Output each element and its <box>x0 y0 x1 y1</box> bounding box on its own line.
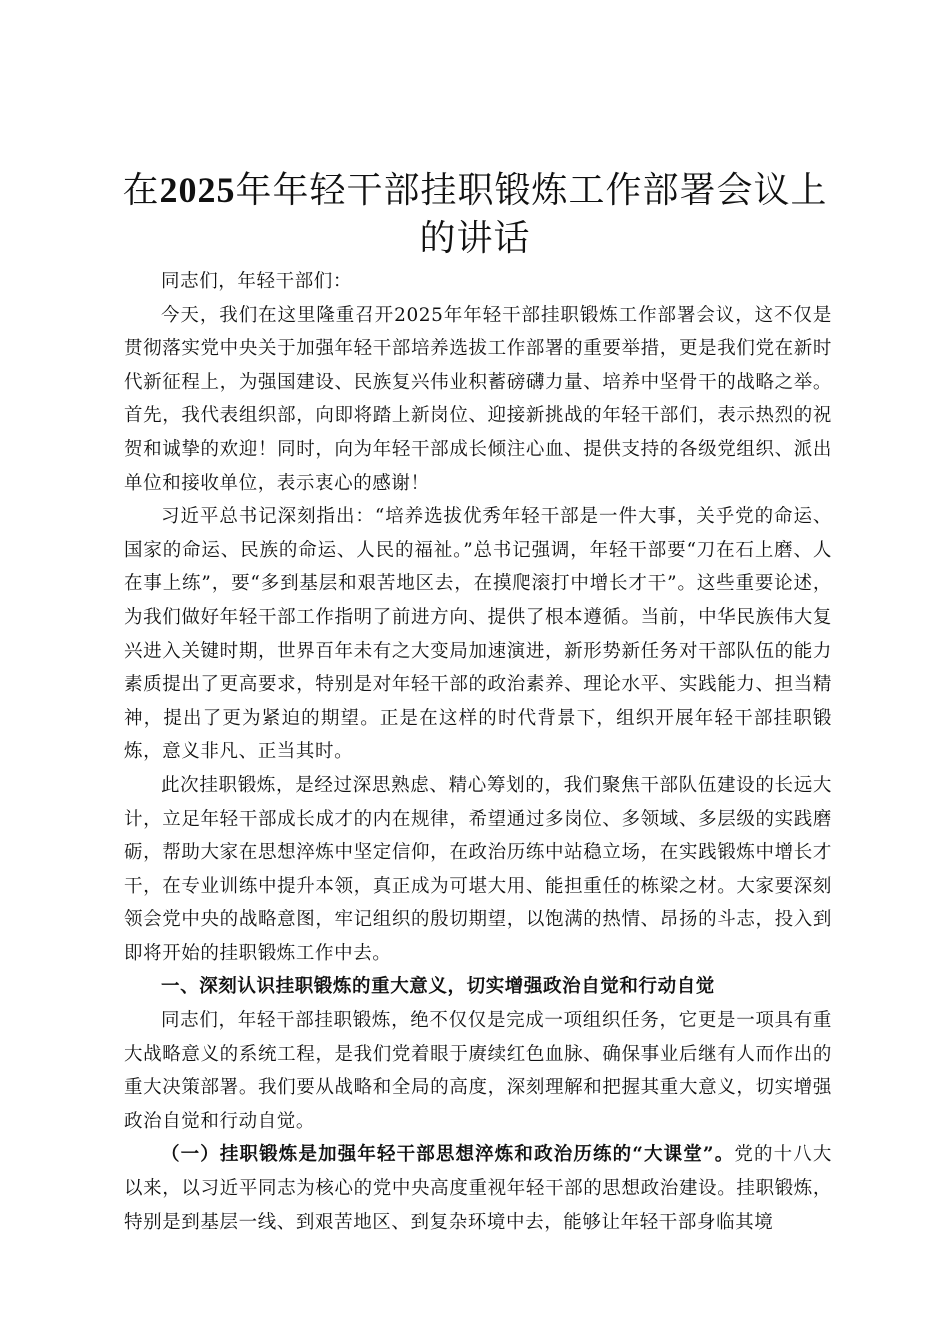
title-line2: 的讲话 <box>419 218 531 259</box>
paragraph-section1: 同志们，年轻干部挂职锻炼，绝不仅仅是完成一项组织任务，它更是一项具有重大战略意义的系统工程，是我们党着眼于赓续红色血脉、确保事业后继有人而作出的重大决策部署。我们要从战略和全局的高度，深刻理解和把握其重大意义，切实增强政治自觉和行动自觉。 <box>124 1010 832 1132</box>
title-line1-rest: 年年轻干部挂职锻炼工作部署会议上 <box>235 170 828 211</box>
document-title <box>120 166 830 263</box>
subsection-lead-1: （一）挂职锻炼是加强年轻干部思想淬炼和政治历练的“大课堂”。 <box>161 1144 735 1166</box>
paragraph-quote: 习近平总书记深刻指出：“培养选拔优秀年轻干部是一件大事，关乎党的命运、国家的命运、民族的命运、人民的福祉。”总书记强调，年轻干部要“刀在石上磨、人在事上练”，要“多到基层和艰苦地区去，在摸爬滚打中增长才干”。这些重要论述，为我们做好年轻干部工作指明了前进方向、提供了根本遵循。当前，中华民族伟大复兴进入关键时期，世界百年未有之大变局加速演进，新形势新任务对干部队伍的能力素质提出了更高要求，特别是对年轻干部的政治素养、理论水平、实践能力、担当精神，提出了更为紧迫的期望。正是在这样的时代背景下，组织开展年轻干部挂职锻炼，意义非凡、正当其时。 <box>124 506 832 763</box>
paragraph-opening: 今天，我们在这里隆重召开2025年年轻干部挂职锻炼工作部署会议，这不仅是贯彻落实党中央关于加强年轻干部培养选拔工作部署的重要举措，更是我们党在新时代新征程上，为强国建设、民族复兴伟业积蓄磅礴力量、培养中坚骨干的战略之举。首先，我代表组织部，向即将踏上新岗位、迎接新挑战的年轻干部们，表示热烈的祝贺和诚挚的欢迎！同时，向为年轻干部成长倾注心血、提供支持的各级党组织、派出单位和接收单位，表示衷心的感谢！ <box>124 304 832 494</box>
salutation: 同志们，年轻干部们： <box>161 271 353 292</box>
subsection-text-1: 党的十八大以来，以习近平同志为核心的党中央高度重视年轻干部的思想政治建设。挂职锻炼，特别是到基层一线、到艰苦地区、到复杂环境中去，能够让年轻干部身临其境 <box>124 1144 832 1233</box>
paragraph-subsection1 <box>124 1138 832 1239</box>
section-heading-1: 一、深刻认识挂职锻炼的重大意义，切实增强政治自觉和行动自觉 <box>161 976 715 998</box>
title-year: 2025 <box>159 170 236 210</box>
title-prefix: 在 <box>122 170 160 211</box>
paragraph-purpose: 此次挂职锻炼，是经过深思熟虑、精心筹划的，我们聚焦干部队伍建设的长远大计，立足年轻干部成长成才的内在规律，希望通过多岗位、多领域、多层级的实践磨砺，帮助大家在思想淬炼中坚定信仰，在政治历练中站稳立场，在实践锻炼中增长才干，在专业训练中提升本领，真正成为可堪大用、能担重任的栋梁之材。大家要深刻领会党中央的战略意图，牢记组织的殷切期望，以饱满的热情、昂扬的斗志，投入到即将开始的挂职锻炼工作中去。 <box>124 774 832 964</box>
document-body <box>124 265 832 1239</box>
